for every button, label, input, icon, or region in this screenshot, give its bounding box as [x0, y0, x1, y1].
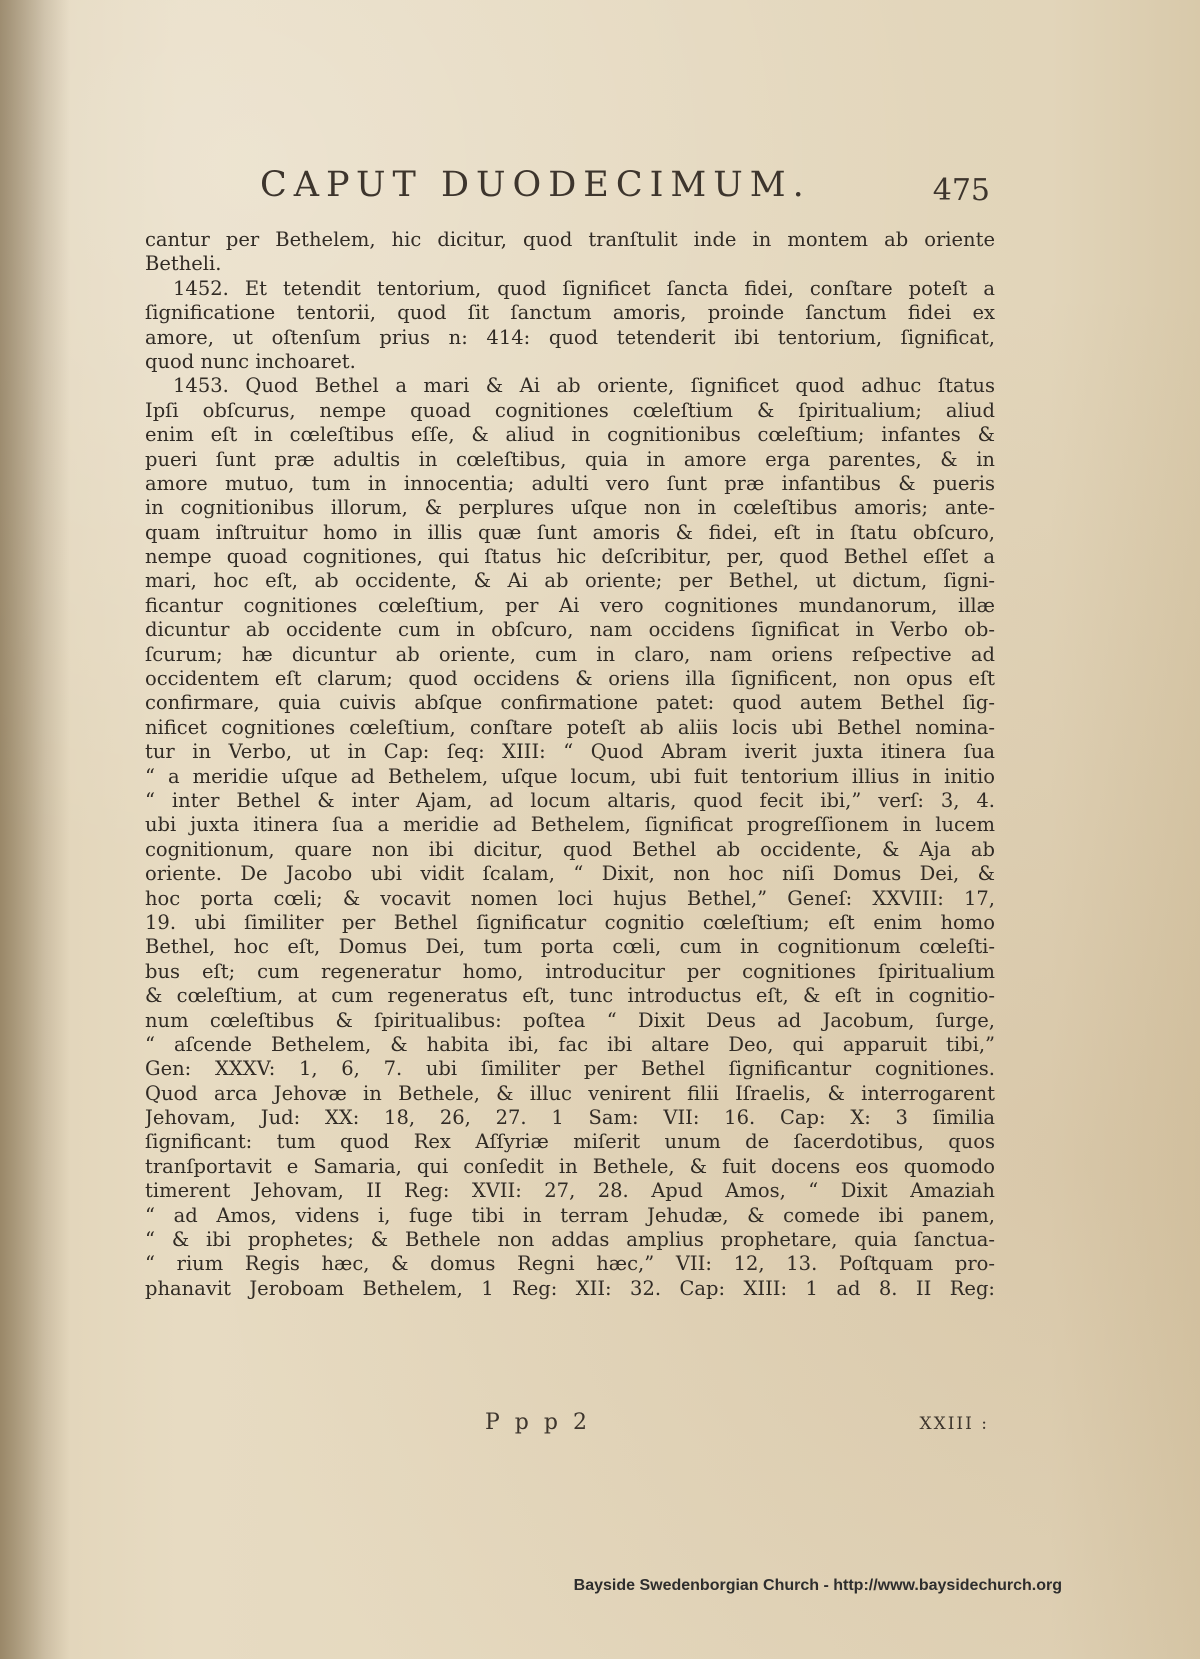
text-line: “ aſcende Bethelem, & habita ibi, fac ibi altare Deo, qui apparuit tibi,”	[145, 1032, 995, 1056]
text-line: enim eſt in cœleſtibus eſſe, & aliud in cognitionibus cœleſtium; infantes &	[145, 423, 995, 447]
text-line: amore, ut oſtenſum prius n: 414: quod tetenderit ibi tentorium, ſignificat,	[145, 325, 995, 349]
binding-shadow	[0, 0, 70, 1659]
text-line: confirmare, quia cuivis abſque confirmatione patet: quod autem Bethel ſig-	[145, 691, 995, 715]
paragraph-1452-start: 1452. Et tetendit tentorium, quod ſignificet ſancta fidei, conſtare poteſt a	[173, 276, 995, 300]
text-line: oriente. De Jacobo ubi vidit ſcalam, “ Dixit, non hoc niſi Domus Dei, &	[145, 862, 995, 886]
text-line: mari, hoc eſt, ab occidente, & Ai ab oriente; per Bethel, ut dictum, ſigni-	[145, 569, 995, 593]
text-line: quod nunc inchoaret.	[145, 349, 356, 373]
text-line: ſignificatione tentorii, quod ſit ſanctum amoris, proinde ſanctum fidei ex	[145, 301, 995, 325]
text-line: dicuntur ab occidente cum in obſcuro, nam occidens ſignificat in Verbo ob-	[145, 618, 995, 642]
text-line: ſcurum; hæ dicuntur ab oriente, cum in claro, nam oriens reſpective ad	[145, 642, 995, 666]
text-line: bus eſt; cum regeneratur homo, introducitur per cognitiones ſpiritualium	[145, 959, 995, 983]
text-line: tranſportavit e Samaria, qui conſedit in Bethele, & fuit docens eos quomodo	[145, 1154, 995, 1178]
text-line: occidentem eſt clarum; quod occidens & oriens illa ſignificent, non opus eſt	[145, 667, 995, 691]
text-line: 19. ubi ſimiliter per Bethel ſignificatur cognitio cœleſtium; eſt enim homo	[145, 910, 995, 934]
text-line: hoc porta cœli; & vocavit nomen loci hujus Bethel,” Geneſ: XXVIII: 17,	[145, 886, 995, 910]
text-line: Bethel, hoc eſt, Domus Dei, tum porta cœli, cum in cognitionum cœleſti-	[145, 935, 995, 959]
catchword: XXIII :	[919, 1414, 989, 1434]
text-line: Betheli.	[145, 252, 222, 276]
watermark-text: Bayside Swedenborgian Church - http://www.baysidechurch.org	[573, 1577, 1062, 1594]
text-line: “ ad Amos, videns i, fuge tibi in terram Jehudæ, & comede ibi panem,	[145, 1203, 995, 1227]
body-text	[145, 228, 995, 1418]
text-line: “ inter Bethel & inter Ajam, ad locum altaris, quod fecit ibi,” verſ: 3, 4.	[145, 788, 995, 812]
text-line: in cognitionibus illorum, & perplures uſque non in cœleſtibus amoris; ante-	[145, 496, 995, 520]
text-line: phanavit Jeroboam Bethelem, 1 Reg: XII: 32. Cap: XIII: 1 ad 8. II Reg:	[145, 1276, 995, 1300]
signature-mark: P p p 2	[485, 1410, 591, 1435]
page-number: 475	[932, 173, 990, 208]
text-line: tur in Verbo, ut in Cap: ſeq: XIII: “ Quod Abram iverit juxta itinera ſua	[145, 740, 995, 764]
text-line: Ipſi obſcurus, nempe quoad cognitiones cœleſtium & ſpiritualium; aliud	[145, 398, 995, 422]
text-line: ficantur cognitiones cœleſtium, per Ai vero cognitiones mundanorum, illæ	[145, 593, 995, 617]
text-line: Jehovam, Jud: XX: 18, 26, 27. 1 Sam: VII: 16. Cap: X: 3 ſimilia	[145, 1106, 995, 1130]
text-line: “ & ibi prophetes; & Bethele non addas amplius prophetare, quia ſanctua-	[145, 1228, 995, 1252]
text-line: “ a meridie uſque ad Bethelem, uſque locum, ubi fuit tentorium illius in initio	[145, 764, 995, 788]
text-line: num cœleſtibus & ſpiritualibus: poſtea “ Dixit Deus ad Jacobum, ſurge,	[145, 1008, 995, 1032]
text-line: nificet cognitiones cœleſtium, conſtare poteſt ab aliis locis ubi Bethel nomina-	[145, 715, 995, 739]
text-line: quam inſtruitur homo in illis quæ ſunt amoris & fidei, eſt in ſtatu obſcuro,	[145, 520, 995, 544]
text-line: Quod arca Jehovæ in Bethele, & illuc venirent filii Iſraelis, & interrogarent	[145, 1081, 995, 1105]
page-header	[140, 165, 1000, 215]
page-footer	[145, 1410, 995, 1450]
text-line: cantur per Bethelem, hic dicitur, quod tranſtulit inde in montem ab oriente	[145, 228, 995, 251]
text-line: pueri ſunt præ adultis in cœleſtibus, quia in amore erga parentes, & in	[145, 447, 995, 471]
text-line: amore mutuo, tum in innocentia; adulti vero ſunt præ infantibus & pueris	[145, 471, 995, 495]
text-line: & cœleſtium, at cum regeneratus eſt, tunc introductus eſt, & eſt in cognitio-	[145, 984, 995, 1008]
text-line: timerent Jehovam, II Reg: XVII: 27, 28. Apud Amos, “ Dixit Amaziah	[145, 1179, 995, 1203]
text-line: nempe quoad cognitiones, qui ſtatus hic deſcribitur, per, quod Bethel eſſet a	[145, 545, 995, 569]
text-line: ſignificant: tum quod Rex Aſſyriæ miſerit unum de ſacerdotibus, quos	[145, 1130, 995, 1154]
running-head: CAPUT DUODECIMUM.	[260, 165, 811, 205]
text-line: ubi juxta itinera ſua a meridie ad Bethelem, ſignificat progreſſionem in lucem	[145, 813, 995, 837]
text-line: “ rium Regis hæc, & domus Regni hæc,” VII: 12, 13. Poſtquam pro-	[145, 1252, 995, 1276]
text-line: Gen: XXXV: 1, 6, 7. ubi ſimiliter per Bethel ſignificantur cognitiones.	[145, 1057, 995, 1081]
text-line: cognitionum, quare non ibi dicitur, quod Bethel ab occidente, & Aja ab	[145, 837, 995, 861]
paragraph-1453-start: 1453. Quod Bethel a mari & Ai ab oriente, ſignificet quod adhuc ſtatus	[173, 374, 995, 398]
